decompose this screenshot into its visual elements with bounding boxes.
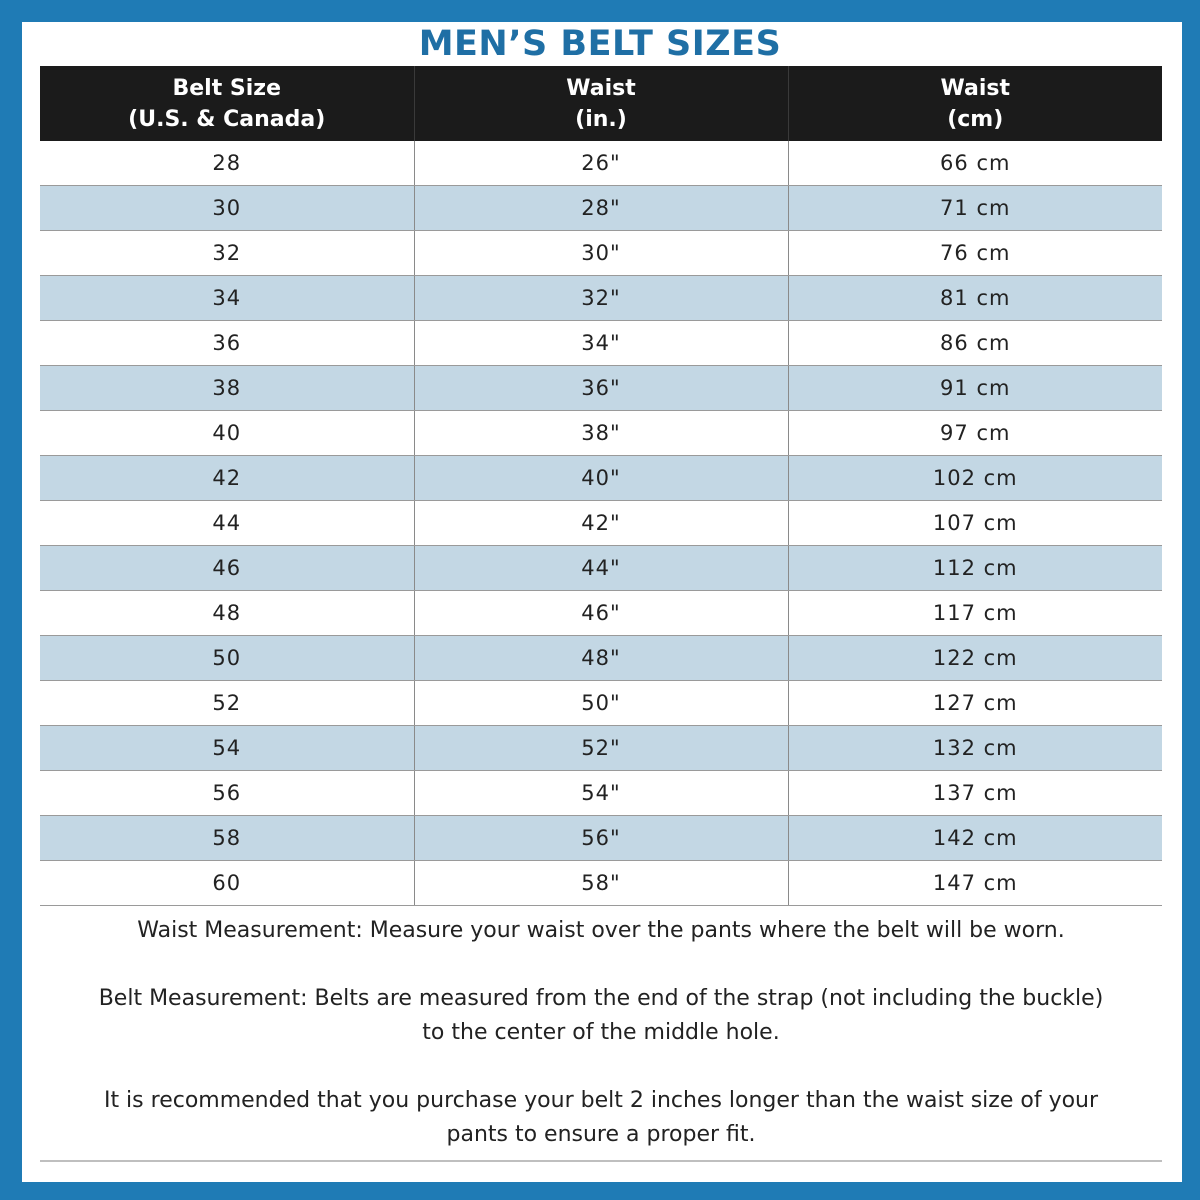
waist-cm-cell: 117 cm xyxy=(788,591,1162,636)
belt-size-cell: 58 xyxy=(40,816,414,861)
waist-cm-cell: 66 cm xyxy=(788,141,1162,186)
recommendation-note-line1: It is recommended that you purchase your belt 2 inches longer than the waist size of your xyxy=(103,1088,1099,1113)
waist-cm-cell: 137 cm xyxy=(788,771,1162,816)
waist-in-cell: 44" xyxy=(414,546,788,591)
waist-cm-cell: 142 cm xyxy=(788,816,1162,861)
page-title: MEN’S BELT SIZES xyxy=(418,24,782,64)
header-sublabel: (cm) xyxy=(947,106,1004,132)
header-belt-size xyxy=(40,66,414,141)
waist-in-cell: 50" xyxy=(414,681,788,726)
waist-measurement-note: Waist Measurement: Measure your waist over the pants where the belt will be worn. xyxy=(137,918,1065,943)
header-waist-in xyxy=(414,66,788,141)
waist-in-cell: 38" xyxy=(414,411,788,456)
belt-size-cell: 50 xyxy=(40,636,414,681)
table-row xyxy=(40,456,1162,501)
size-table-container xyxy=(40,66,1162,906)
measurement-notes xyxy=(40,906,1162,1162)
waist-cm-cell: 102 cm xyxy=(788,456,1162,501)
waist-cm-cell: 71 cm xyxy=(788,186,1162,231)
waist-in-cell: 32" xyxy=(414,276,788,321)
belt-size-cell: 56 xyxy=(40,771,414,816)
header-sublabel: (U.S. & Canada) xyxy=(128,106,326,132)
table-row xyxy=(40,231,1162,276)
belt-size-cell: 42 xyxy=(40,456,414,501)
belt-size-cell: 52 xyxy=(40,681,414,726)
table-row xyxy=(40,501,1162,546)
waist-in-cell: 52" xyxy=(414,726,788,771)
belt-size-cell: 48 xyxy=(40,591,414,636)
table-row xyxy=(40,816,1162,861)
table-row xyxy=(40,591,1162,636)
waist-cm-cell: 91 cm xyxy=(788,366,1162,411)
waist-cm-cell: 86 cm xyxy=(788,321,1162,366)
belt-size-cell: 40 xyxy=(40,411,414,456)
table-row xyxy=(40,726,1162,771)
waist-cm-cell: 76 cm xyxy=(788,231,1162,276)
belt-size-cell: 60 xyxy=(40,861,414,906)
header-waist-cm xyxy=(788,66,1162,141)
waist-in-cell: 58" xyxy=(414,861,788,906)
recommendation-note-line2: pants to ensure a proper fit. xyxy=(446,1122,756,1147)
header-label: Waist xyxy=(940,75,1010,101)
belt-size-cell: 46 xyxy=(40,546,414,591)
waist-in-cell: 54" xyxy=(414,771,788,816)
waist-in-cell: 40" xyxy=(414,456,788,501)
header-label: Waist xyxy=(566,75,636,101)
table-row xyxy=(40,321,1162,366)
waist-in-cell: 48" xyxy=(414,636,788,681)
waist-cm-cell: 112 cm xyxy=(788,546,1162,591)
belt-size-cell: 30 xyxy=(40,186,414,231)
waist-in-cell: 36" xyxy=(414,366,788,411)
table-row xyxy=(40,411,1162,456)
waist-in-cell: 56" xyxy=(414,816,788,861)
header-sublabel: (in.) xyxy=(575,106,627,132)
table-body xyxy=(40,141,1162,906)
waist-in-cell: 46" xyxy=(414,591,788,636)
waist-cm-cell: 97 cm xyxy=(788,411,1162,456)
belt-size-cell: 32 xyxy=(40,231,414,276)
belt-measurement-note-line2: to the center of the middle hole. xyxy=(422,1020,780,1045)
waist-cm-cell: 122 cm xyxy=(788,636,1162,681)
table-row xyxy=(40,636,1162,681)
table-row xyxy=(40,861,1162,906)
header-label: Belt Size xyxy=(172,75,282,101)
waist-cm-cell: 81 cm xyxy=(788,276,1162,321)
belt-size-cell: 36 xyxy=(40,321,414,366)
waist-in-cell: 28" xyxy=(414,186,788,231)
table-row xyxy=(40,186,1162,231)
belt-size-cell: 28 xyxy=(40,141,414,186)
table-row xyxy=(40,771,1162,816)
table-row xyxy=(40,366,1162,411)
belt-size-cell: 34 xyxy=(40,276,414,321)
belt-size-cell: 44 xyxy=(40,501,414,546)
waist-in-cell: 42" xyxy=(414,501,788,546)
belt-size-cell: 54 xyxy=(40,726,414,771)
waist-cm-cell: 107 cm xyxy=(788,501,1162,546)
table-row xyxy=(40,141,1162,186)
table-header-row xyxy=(40,66,1162,141)
waist-in-cell: 34" xyxy=(414,321,788,366)
table-row xyxy=(40,276,1162,321)
table-row xyxy=(40,681,1162,726)
waist-cm-cell: 147 cm xyxy=(788,861,1162,906)
waist-in-cell: 30" xyxy=(414,231,788,276)
waist-cm-cell: 127 cm xyxy=(788,681,1162,726)
size-table xyxy=(40,66,1162,906)
belt-size-cell: 38 xyxy=(40,366,414,411)
waist-in-cell: 26" xyxy=(414,141,788,186)
waist-cm-cell: 132 cm xyxy=(788,726,1162,771)
belt-measurement-note-line1: Belt Measurement: Belts are measured from the end of the strap (not including the buckle) xyxy=(98,986,1104,1011)
table-row xyxy=(40,546,1162,591)
